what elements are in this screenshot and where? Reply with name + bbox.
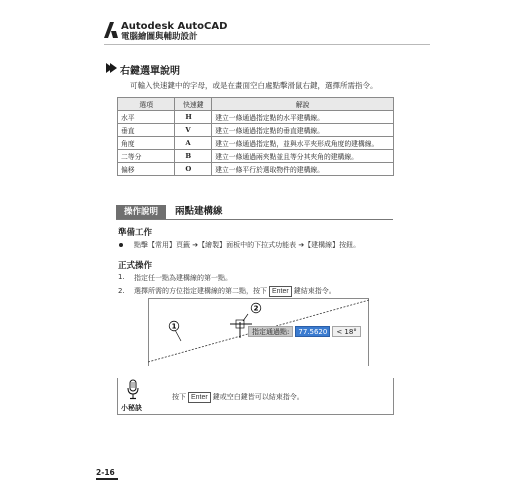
table-cell-option: 二等分 [118, 150, 175, 163]
table-header-desc: 解說 [212, 98, 394, 111]
dynamic-input-value[interactable]: 77.5620 [295, 326, 330, 337]
tip-text [172, 392, 304, 403]
preparation-text: 點擊【常用】頁籤 ➔【繪製】面板中的下拉式功能表 ➔【建構線】按鈕。 [134, 241, 361, 249]
autocad-logo-icon [104, 22, 118, 38]
table-row [118, 150, 394, 163]
table-cell-desc: 建立一條通過指定點的垂直建構線。 [212, 124, 394, 137]
marker-2-label: 2 [253, 304, 259, 313]
table-row [118, 137, 394, 150]
options-table [117, 97, 394, 176]
operation-title: 兩點建構線 [175, 206, 223, 217]
table-header-row [118, 98, 394, 111]
preparation-heading: 準備工作 [118, 228, 153, 238]
page-number: 2-16 [96, 468, 115, 477]
table-cell-key: O [175, 163, 212, 176]
page-number-underline [96, 478, 118, 480]
tip-enter-key: Enter [188, 392, 211, 403]
table-row [118, 111, 394, 124]
marker-2-leader [243, 314, 248, 321]
table-header-option: 選項 [118, 98, 175, 111]
step-2-text [134, 286, 336, 297]
table-cell-option: 偏移 [118, 163, 175, 176]
section-arrow-icon-2 [110, 63, 117, 73]
table-cell-key: H [175, 111, 212, 124]
header-subtitle: 電腦繪圖與輔助設計 [121, 32, 198, 42]
tip-label: 小秘訣 [121, 404, 142, 412]
formal-heading: 正式操作 [118, 261, 153, 271]
step-2-text-before: 選擇所需的方位指定建構線的第二點，按下 [134, 287, 267, 295]
table-header-key: 快速鍵 [175, 98, 212, 111]
table-cell-key: V [175, 124, 212, 137]
table-row [118, 124, 394, 137]
section-description: 可輸入快速鍵中的字母，或是在畫面空白處點擊滑鼠右鍵，選擇所需指令。 [130, 81, 378, 90]
table-cell-key: A [175, 137, 212, 150]
step-1-text: 指定任一點為建構線的第一點。 [134, 274, 232, 282]
table-cell-desc: 建立一條平行於選取物件的建構線。 [212, 163, 394, 176]
table-cell-desc: 建立一條通過指定點的水平建構線。 [212, 111, 394, 124]
dynamic-input-tooltip [248, 326, 361, 337]
table-cell-option: 垂直 [118, 124, 175, 137]
table-cell-key: B [175, 150, 212, 163]
table-row [118, 163, 394, 176]
tip-text-after: 鍵或空白鍵皆可以結束指令。 [212, 393, 304, 401]
dynamic-input-label: 指定通過點: [248, 326, 293, 337]
tip-text-before: 按下 [172, 393, 186, 401]
dynamic-input-angle[interactable]: < 18° [332, 326, 361, 337]
step-2-number: 2. [118, 287, 125, 295]
microphone-icon [126, 379, 140, 401]
bullet-dot-icon [119, 243, 123, 247]
table-cell-option: 角度 [118, 137, 175, 150]
step-1-number: 1. [118, 273, 125, 281]
header-title: Autodesk AutoCAD [121, 21, 228, 32]
table-cell-option: 水平 [118, 111, 175, 124]
operation-divider [116, 219, 393, 220]
table-cell-desc: 建立一條通過指定點，並與水平夾形成角度的建構線。 [212, 137, 394, 150]
enter-key: Enter [269, 286, 292, 297]
step-2-text-after: 鍵結束指令。 [293, 287, 336, 295]
header-divider [104, 44, 430, 45]
section-title: 右鍵選單說明 [120, 66, 180, 77]
marker-1-label: 1 [171, 322, 177, 331]
operation-badge: 操作說明 [116, 205, 166, 219]
table-cell-desc: 建立一條通過兩夾點並且等分其夾角的建構線。 [212, 150, 394, 163]
